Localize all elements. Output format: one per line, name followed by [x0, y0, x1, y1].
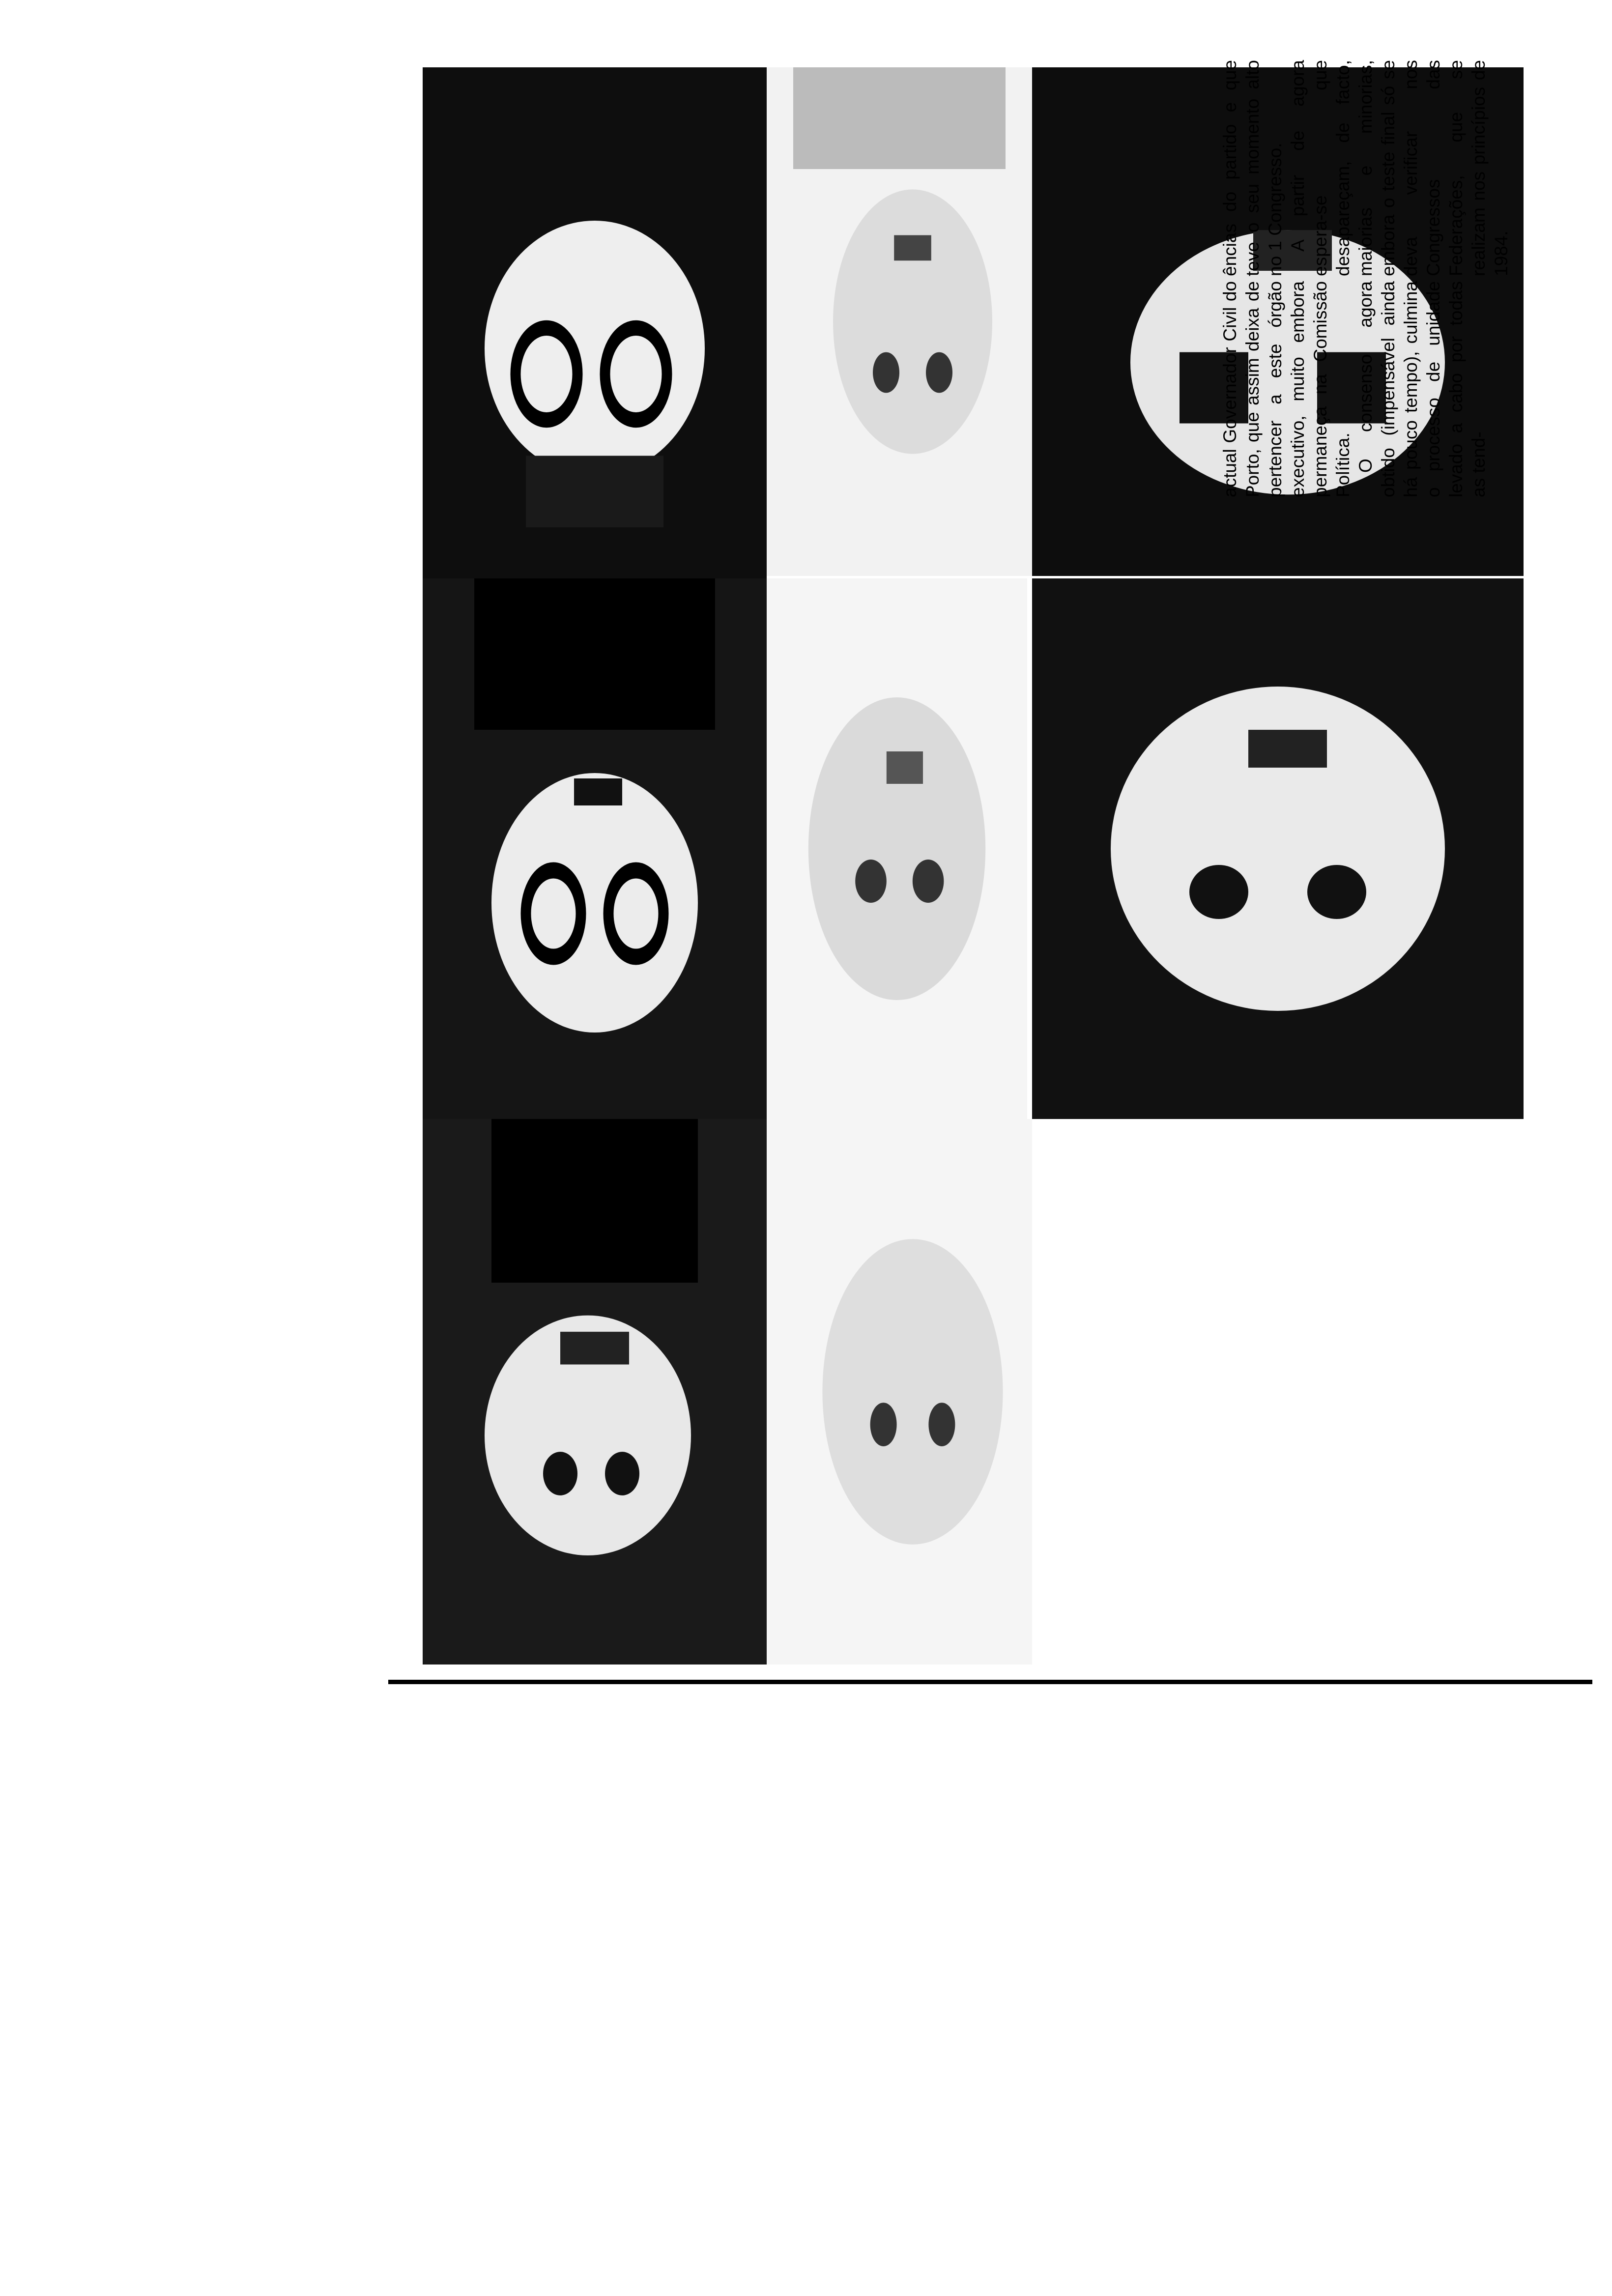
article-column-4x-paragraph-1: actual Governador Civil do Porto, que assim deixa de pertencer a este órgão executivo, muito embora permaneça na Comissão Política. — [1220, 281, 1353, 497]
article-column-5x-paragraph-2: A partir de agora espera-se que desapareçam, de facto, maiorias e minorias, embora o teste final só se deva verificar nos Congressos das Federações, que se realizam nos princípios de 1984. — [1288, 60, 1511, 276]
article-column-4x-paragraph-2: O consenso agora obtido (impensável ainda há pouco tempo), culmina o processo de unidade levado a cabo por todas as tend- — [1355, 281, 1489, 497]
article-column-5x-paragraph-1: ências do partido e que teve o seu momento alto no 1 Congresso. — [1220, 60, 1285, 276]
